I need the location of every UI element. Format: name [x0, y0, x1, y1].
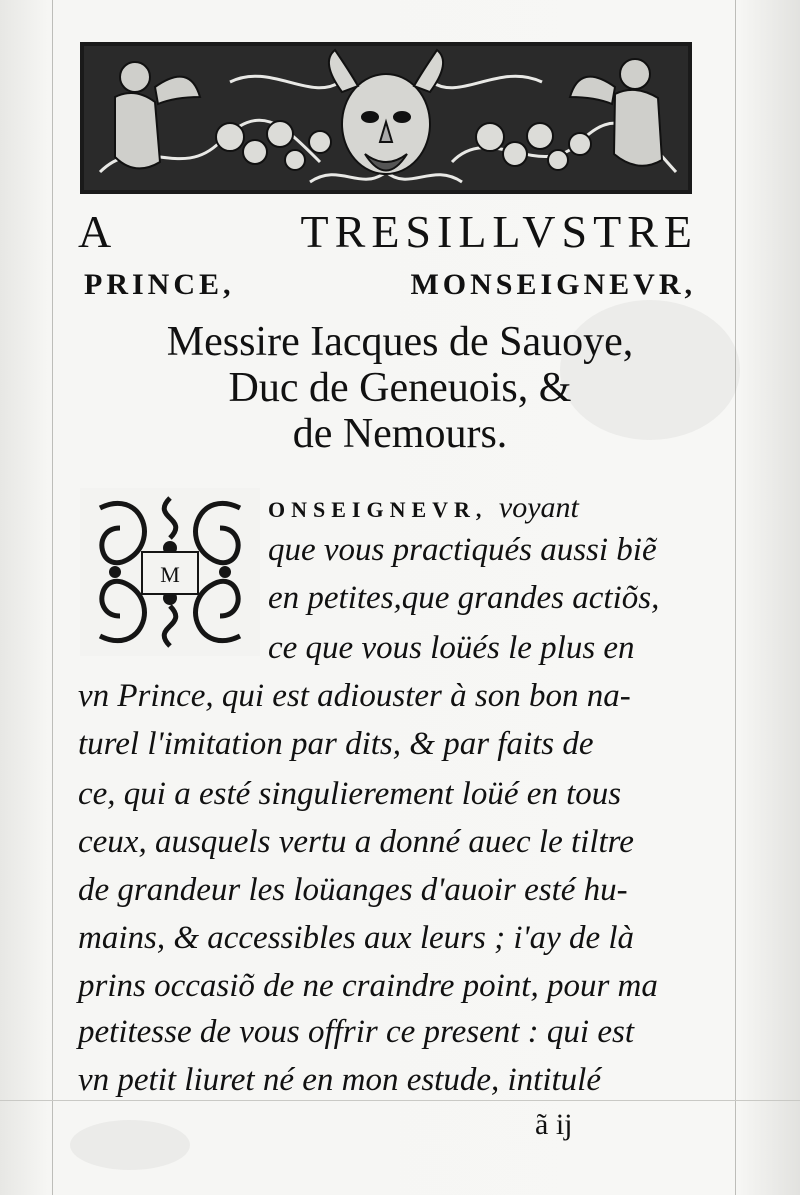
- dedication-title-line-2: PRINCE, MONSEIGNEVR,: [84, 268, 696, 301]
- dedication-title-line-1: A TRESILLVSTRE: [78, 206, 698, 257]
- body-line-3: en petites,que grandes actiõs,: [268, 580, 660, 616]
- show-through-stain: [70, 1120, 190, 1170]
- body-line-2: que vous practiqués aussi biẽ: [268, 532, 657, 568]
- initial-letter: M: [160, 562, 180, 587]
- opening-word-rest: voyant: [498, 491, 579, 524]
- woodcut-headpiece-ornament: [80, 42, 692, 194]
- body-line-7: ce, qui a esté singulierement loüé en tous: [78, 776, 622, 812]
- page-edge-line: [0, 1100, 800, 1101]
- body-line-12: petitesse de vous offrir ce present : qui est: [78, 1014, 634, 1050]
- dedication-title-line-3: Messire Iacques de Sauoye,: [166, 319, 634, 365]
- body-line-4: ce que vous loüés le plus en: [268, 630, 635, 666]
- body-line-9: de grandeur les loüanges d'auoir esté hu-: [78, 872, 628, 908]
- body-line-5: vn Prince, qui est adiouster à son bon na-: [78, 678, 631, 714]
- dedication-title-line-4: Duc de Geneuois, &: [228, 365, 572, 411]
- page-edge-line: [52, 0, 53, 1195]
- body-line-8: ceux, ausquels vertu a donné auec le tiltre: [78, 824, 634, 860]
- body-line-10: mains, & accessibles aux leurs ; i'ay de là: [78, 920, 635, 956]
- opening-word-caps: ONSEIGNEVR,: [268, 497, 488, 522]
- body-line-1: [268, 488, 579, 530]
- signature-mark: ã ij: [535, 1108, 573, 1141]
- body-line-13: vn petit liuret né en mon estude, intitulé: [78, 1062, 601, 1098]
- body-line-11: prins occasiõ de ne craindre point, pour ma: [78, 968, 658, 1004]
- dedication-title-line-5: de Nemours.: [292, 411, 508, 457]
- body-line-6: turel l'imitation par dits, & par faits de: [78, 726, 594, 762]
- page-edge-line: [735, 0, 736, 1195]
